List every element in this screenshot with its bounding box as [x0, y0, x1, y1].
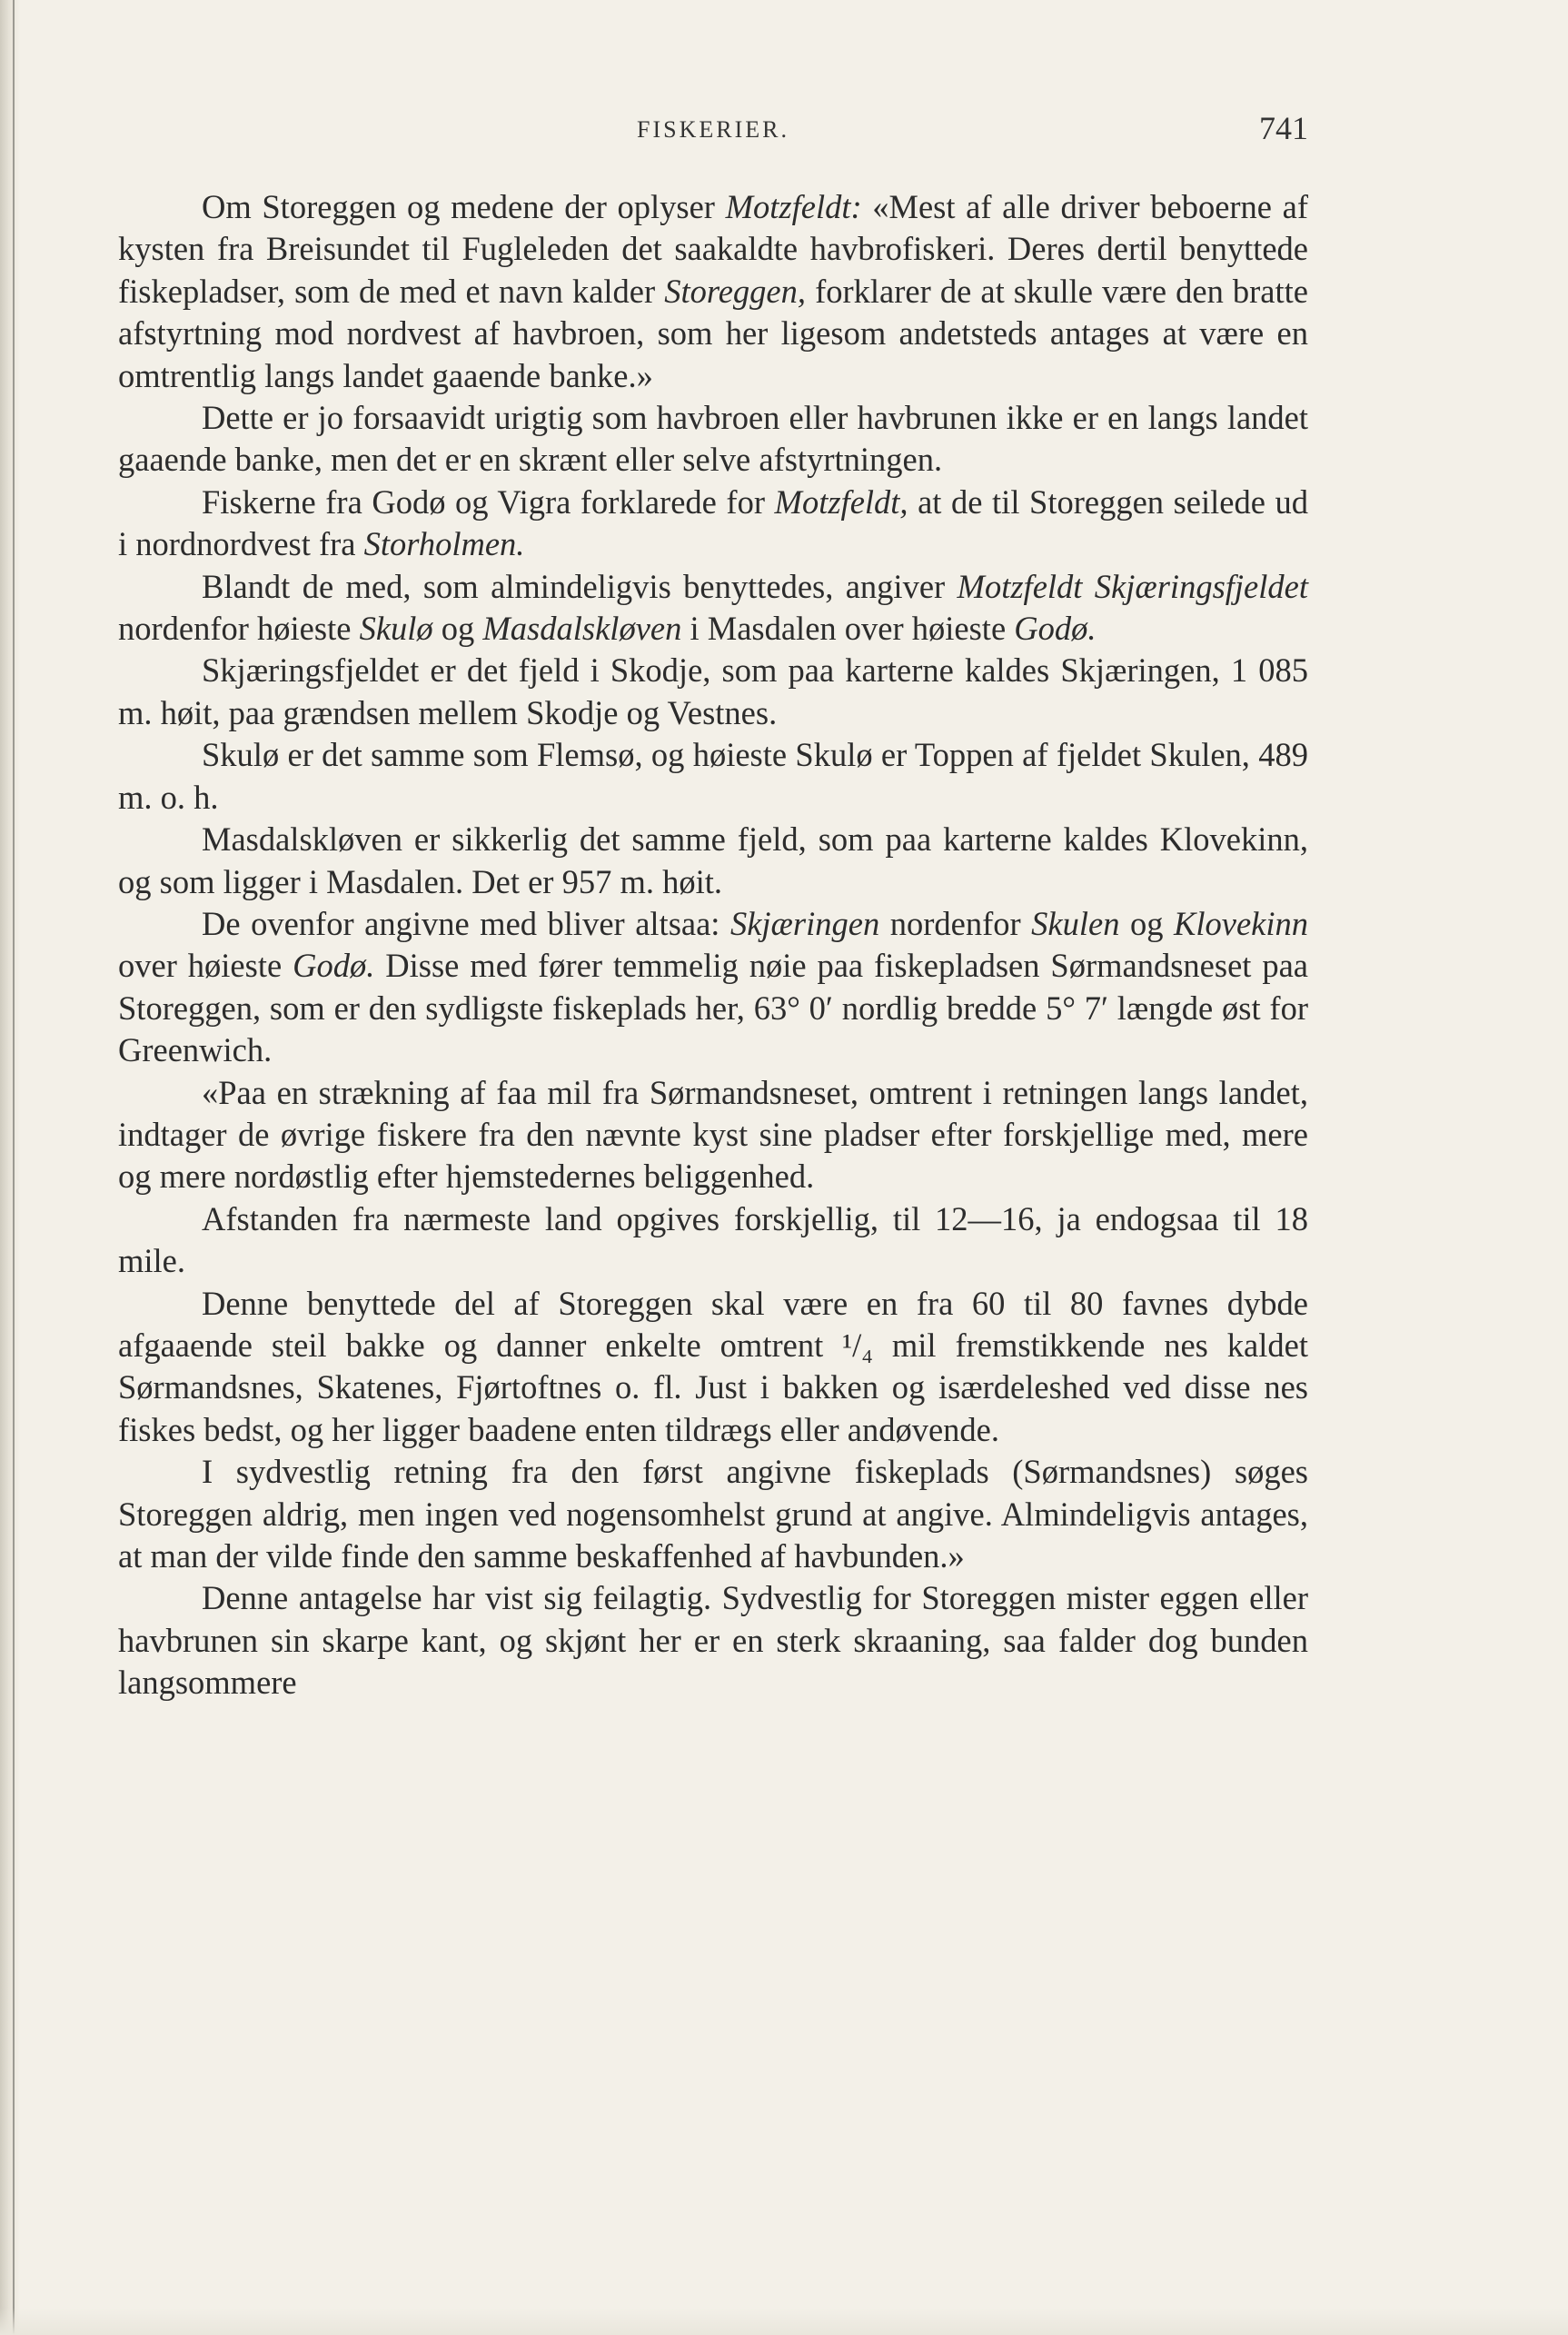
text-run: De ovenfor angivne med bliver altsaa:: [202, 904, 730, 942]
text-run: nordenfor høieste: [118, 610, 360, 648]
italic-text: Motzfeldt Skjæringsfjeldet: [957, 567, 1308, 605]
italic-text: Storeggen,: [664, 272, 807, 310]
text-run: Denne benyttede del af Storeggen skal være en fra 60 til 80 favnes dybde afgaaende steil bakke og danner enkelte omtrent ¹/₄ mil fremstikkende nes kaldet Sørmandsnes, Skatenes, Fjørtoftnes o. fl. Just i bakken og isærdeleshed ved disse nes fiskes bedst, og her ligger baadene enten tildrægs eller andøvende.: [118, 1284, 1308, 1448]
text-run: og: [1119, 904, 1175, 942]
page-number: 741: [1259, 110, 1308, 146]
paragraph: [118, 1198, 1308, 1283]
text-run: Skjæringsfjeldet er det fjeld i Skodje, som paa karterne kaldes Skjæringen, 1 085 m. høit, paa grændsen mellem Skodje og Vestnes.: [118, 651, 1308, 731]
text-run: Blandt de med, som almindeligvis benyttedes, angiver: [202, 567, 958, 605]
text-run: Disse med fører temmelig nøie paa fiskepladsen Sørmandsneset paa Storeggen, som er den sydligste fiskeplads her, 63° 0′ nordlig bredde 5° 7′ længde øst for Greenwich.: [118, 947, 1308, 1069]
text-run: Afstanden fra nærmeste land opgives forskjellig, til 12—16, ja endogsaa til 18 mile.: [118, 1199, 1308, 1280]
paragraph: [118, 482, 1308, 566]
text-run: at de til Storeggen seilede ud i nordnordvest fra: [118, 482, 1308, 563]
running-title: FISKERIER.: [637, 116, 789, 143]
text-run: Om Storeggen og medene der oplyser: [202, 188, 726, 225]
paragraph: [118, 650, 1308, 734]
text-run: «Paa en strækning af faa mil fra Sørmandsneset, omtrent i retningen langs landet, indtager de øvrige fiskere fra den nævnte kyst sine pladser efter forskjellige med, mere og mere nordøstlig efter hjemstedernes beliggenhed.: [118, 1073, 1308, 1196]
body-text: [118, 186, 1308, 1704]
paragraph: [118, 819, 1308, 903]
text-run: over høieste: [118, 947, 293, 985]
italic-text: Godø.: [293, 947, 375, 985]
italic-text: Masdalskløven: [482, 610, 682, 648]
text-run: nordenfor: [879, 904, 1032, 942]
paragraph: [118, 1283, 1308, 1452]
paragraph: [118, 1451, 1308, 1577]
text-run: Skulø er det samme som Flemsø, og høieste Skulø er Toppen af fjeldet Skulen, 489 m. o. h.: [118, 736, 1308, 816]
text-run: og: [432, 610, 483, 648]
text-run: «Mest af alle driver beboerne af kysten fra Breisundet til Fugleleden det saakaldte havbrofiskeri. Deres dertil benyttede fiskepladser, som de med et navn kalder: [118, 188, 1308, 310]
paragraph: [118, 1072, 1308, 1198]
paragraph: [118, 1577, 1308, 1704]
paragraph: [118, 734, 1308, 819]
page-gutter-shadow: [0, 0, 20, 2335]
italic-text: Skulen: [1031, 904, 1120, 942]
paragraph: [118, 566, 1308, 651]
page-header: [118, 109, 1308, 164]
italic-text: Godø.: [1014, 610, 1097, 648]
paragraph: [118, 186, 1308, 397]
text-run: Dette er jo forsaavidt urigtig som havbroen eller havbrunen ikke er en langs landet gaaende banke, men det er en skrænt eller selve afstyrtningen.: [118, 399, 1308, 479]
italic-text: Skjæringen: [729, 904, 880, 942]
italic-text: Motzfeldt:: [725, 188, 862, 225]
text-run: i Masdalen over høieste: [681, 610, 1015, 648]
text-run: Denne antagelse har vist sig feilagtig. Sydvestlig for Storeggen mister eggen eller havbrunen sin skarpe kant, og skjønt her er en sterk skraaning, saa falder dog bunden langsommere: [118, 1579, 1308, 1702]
italic-text: Klovekinn: [1174, 904, 1308, 942]
page-bottom-shadow: [0, 2308, 1568, 2335]
italic-text: Motzfeldt,: [774, 482, 908, 521]
italic-text: Skulø: [359, 610, 433, 648]
paragraph: [118, 397, 1308, 482]
text-run: I sydvestlig retning fra den først angivne fiskeplads (Sørmandsnes) søges Storeggen aldrig, men ingen ved nogensomhelst grund at angive. Almindeligvis antages, at man der vilde finde den samme beskaffenhed af havbunden.»: [118, 1453, 1308, 1575]
paragraph: [118, 903, 1308, 1072]
text-run: forklarer de at skulle være den bratte afstyrtning mod nordvest af havbroen, som her ligesom andetsteds antages at være en omtrentlig langs landet gaaende banke.»: [118, 272, 1308, 394]
italic-text: Storholmen.: [363, 525, 525, 563]
text-run: Fiskerne fra Godø og Vigra forklarede for: [202, 482, 775, 521]
page-binding-line: [13, 0, 15, 2335]
text-run: Masdalskløven er sikkerlig det samme fjeld, som paa karterne kaldes Klovekinn, og som ligger i Masdalen. Det er 957 m. høit.: [118, 820, 1308, 900]
